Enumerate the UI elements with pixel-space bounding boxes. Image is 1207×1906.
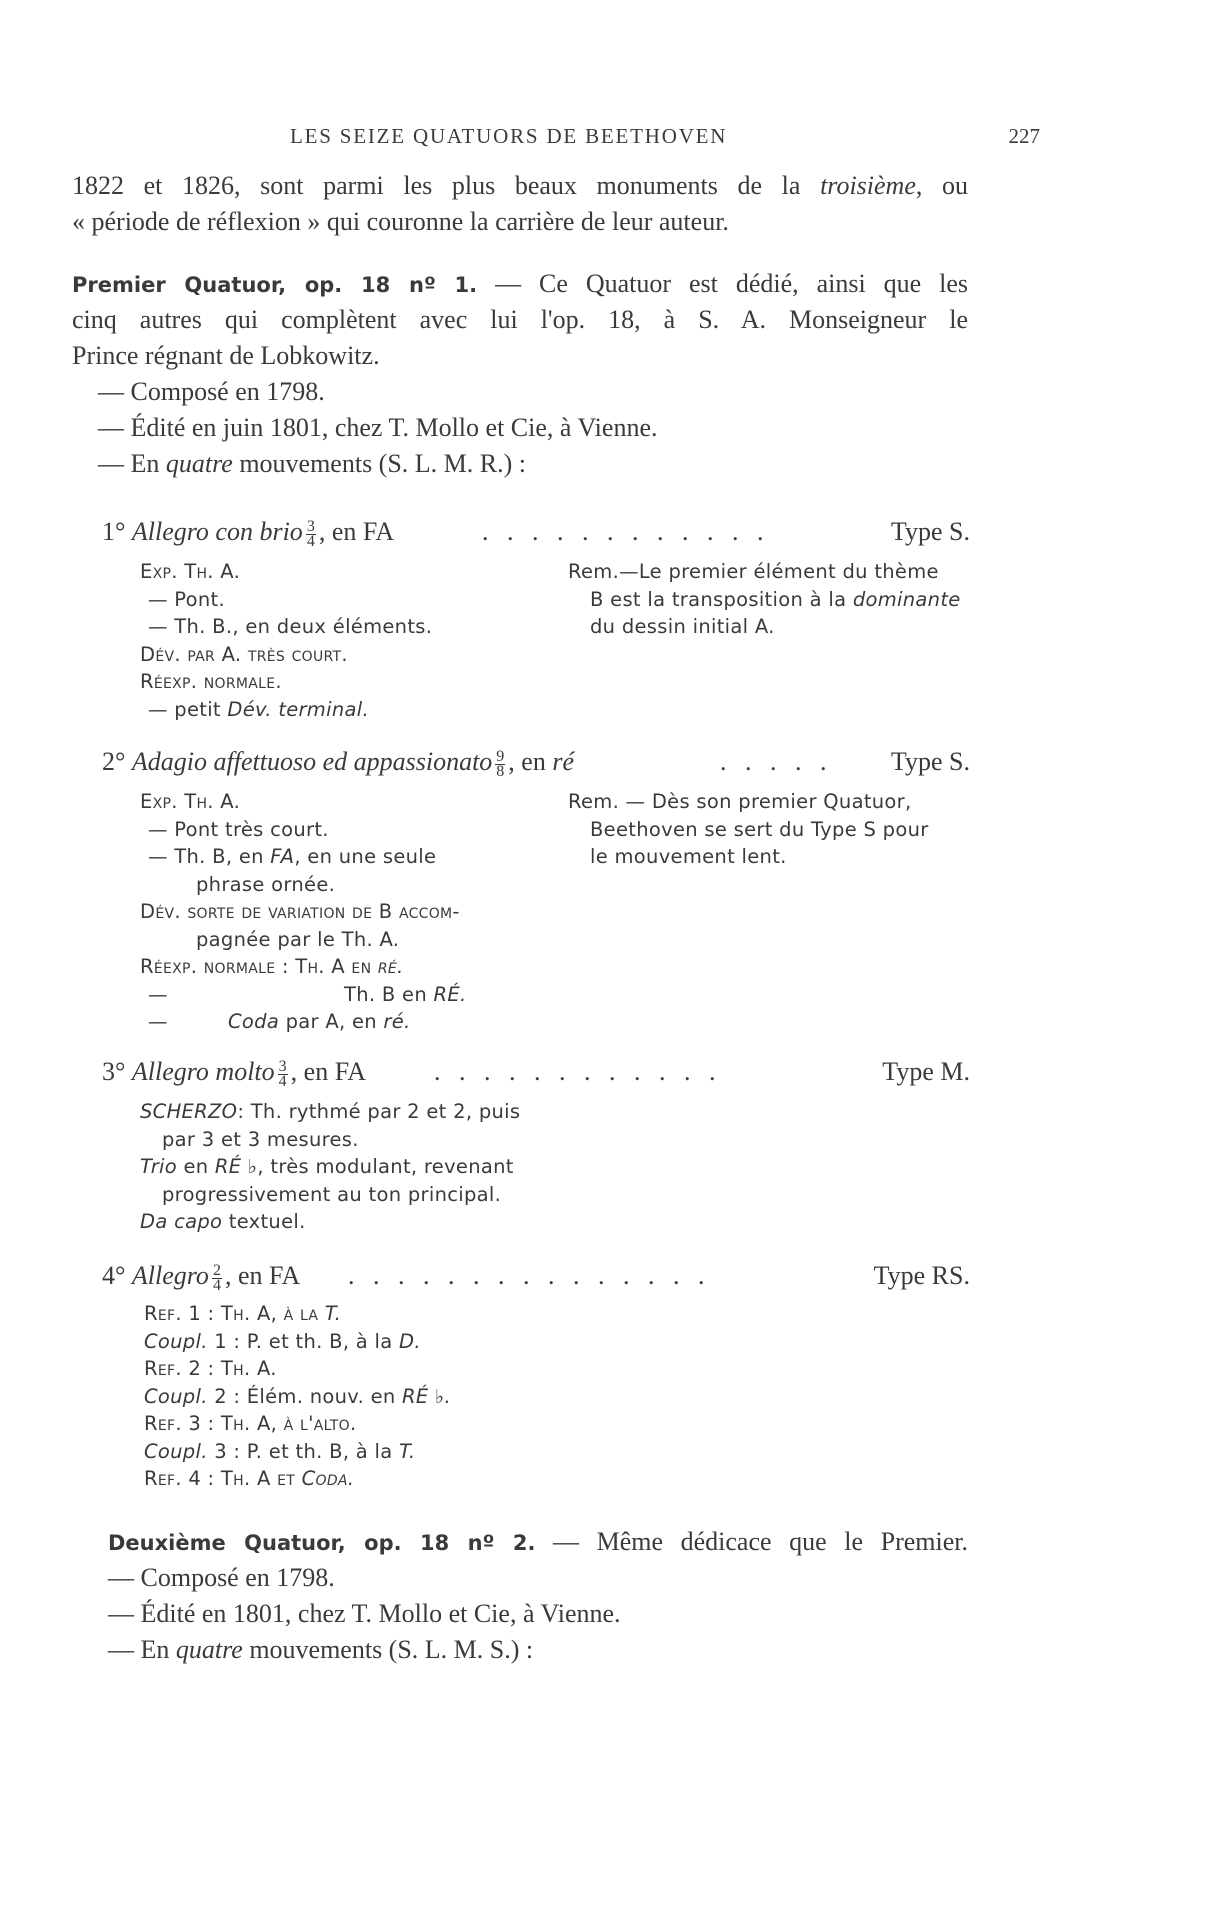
- m4-meter: $\frac{2}{4}$: [212, 1261, 221, 1294]
- m2-type: Type S.: [890, 747, 970, 776]
- m2-analysis: Exp. Th. A. — Pont très court. — Th. B, en FA, en une seule phrase ornée. Dév. sorte de variation de B accom- pagnée par le Th. A. Réexp. normale : Th. A en ré. — Th. B en RÉ. — Coda par A, en ré.: [140, 790, 467, 1033]
- q2-heading: Deuxième Quatuor, op. 18 nº 2.: [108, 1531, 536, 1555]
- book-page: [72, 0, 1072, 1906]
- m3-meter: $\frac{3}{4}$: [278, 1057, 287, 1090]
- m1-analysis: Exp. Th. A. — Pont. — Th. B., en deux éléments. Dév. par A. très court. Réexp. normale. — petit Dév. terminal.: [140, 560, 433, 721]
- m1-meter: $\frac{3}{4}$: [306, 517, 315, 550]
- m2-heading: 2° Adagio affettuoso ed appassionato $\frac{9}{8}$ , en ré . . . . . Type S.: [102, 744, 970, 780]
- m3-heading: 3° Allegro molto $\frac{3}{4}$ , en FA . . . . . . . . . . . . Type M.: [102, 1054, 970, 1090]
- m4-analysis: Ref. 1 : Th. A, à la T. Coupl. 1 : P. et th. B, à la D. Ref. 2 : Th. A. Coupl. 2 : Élém. nouv. en RÉ ♭. Ref. 3 : Th. A, à l'alto. Coupl. 3 : P. et th. B, à la T. Ref. 4 : Th. A et Coda.: [144, 1302, 451, 1490]
- m2-remark: Rem. — Dès son premier Quatuor, Beethoven se sert du Type S pour le mouvement lent.: [568, 790, 929, 868]
- m4-heading: 4° Allegro $\frac{2}{4}$ , en FA . . . . . . . . . . . . . . . Type RS.: [102, 1258, 970, 1294]
- q1-edited: — Édité en juin 1801, chez T. Mollo et Cie, à Vienne.: [98, 413, 658, 442]
- q1-line-3: Prince régnant de Lobkowitz.: [72, 341, 380, 370]
- running-title: LES SEIZE QUATUORS DE BEETHOVEN: [290, 124, 728, 148]
- q2-edited: — Édité en 1801, chez T. Mollo et Cie, à Vienne.: [108, 1599, 621, 1628]
- intro-line-1: 1822 et 1826, sont parmi les plus beaux monuments de la troisième, ou: [72, 171, 968, 200]
- m3-analysis: SCHERZO: Th. rythmé par 2 et 2, puis par 3 et 3 mesures. Trio en RÉ ♭, très modulant, revenant progressivement au ton principal. Da capo textuel.: [140, 1100, 521, 1233]
- m1-heading: 1° Allegro con brio $\frac{3}{4}$ , en FA . . . . . . . . . . . . Type S.: [102, 514, 970, 550]
- m1-remark: Rem.—Le premier élément du thème B est la transposition à la dominante du dessin initial A.: [568, 560, 961, 638]
- m1-type: Type S.: [890, 517, 970, 546]
- page-header: [72, 124, 1072, 154]
- page-number: 227: [1008, 124, 1040, 148]
- q1-heading-line: Premier Quatuor, op. 18 nº 1. — Ce Quatuor est dédié, ainsi que les: [72, 269, 969, 298]
- m4-type: Type RS.: [873, 1261, 970, 1290]
- intro-line-2: « période de réflexion » qui couronne la carrière de leur auteur.: [72, 207, 729, 236]
- q2-movements: — En quatre mouvements (S. L. M. S.) :: [108, 1635, 534, 1664]
- m3-type: Type M.: [882, 1057, 970, 1086]
- m2-meter: $\frac{9}{8}$: [496, 747, 505, 780]
- q2-heading-line: Deuxième Quatuor, op. 18 nº 2. — Même dédicace que le Premier.: [108, 1527, 968, 1556]
- q1-line-2: cinq autres qui complètent avec lui l'op. 18, à S. A. Monseigneur le: [72, 305, 968, 334]
- q1-composed: — Composé en 1798.: [98, 377, 325, 406]
- q2-composed: — Composé en 1798.: [108, 1563, 335, 1592]
- q1-heading: Premier Quatuor, op. 18 nº 1.: [72, 273, 478, 297]
- q1-movements: — En quatre mouvements (S. L. M. R.) :: [98, 449, 527, 478]
